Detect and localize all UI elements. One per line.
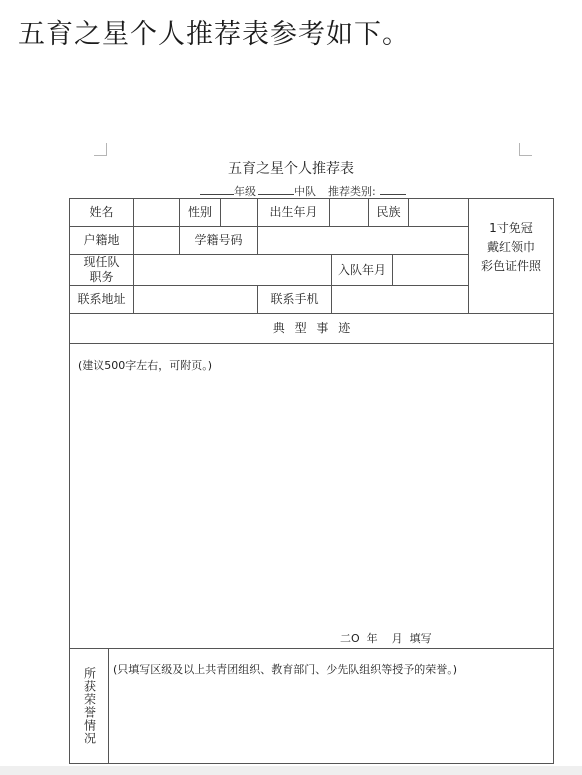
deeds-hint: (建议500字左右，可附页。) <box>78 359 213 372</box>
category-label: 推荐类别: <box>328 185 376 198</box>
photo-note-line1: 1寸免冠 <box>489 221 533 235</box>
photo-note-line2: 戴红领巾 <box>486 240 535 255</box>
grade-suffix: 年级 <box>234 185 256 198</box>
grade-blank[interactable] <box>200 184 234 195</box>
household-label: 户籍地 <box>83 233 120 247</box>
photo-note-line3: 彩色证件照 <box>480 259 541 274</box>
household-field[interactable] <box>134 227 179 254</box>
current-role-label <box>70 255 133 285</box>
name-field[interactable] <box>134 199 179 226</box>
current-role-label-line2: 职务 <box>89 270 114 284</box>
table-border-right <box>553 198 554 764</box>
fill-date-line: 二O 年 月 填写 <box>340 632 432 645</box>
table-border-bottom <box>69 763 554 764</box>
student-id-field[interactable] <box>258 227 468 254</box>
address-label: 联系地址 <box>77 292 126 306</box>
bottom-strip <box>0 766 582 775</box>
student-id-label: 学籍号码 <box>194 233 243 247</box>
name-label: 姓名 <box>89 205 114 219</box>
birth-label: 出生年月 <box>269 205 318 219</box>
honors-field[interactable] <box>109 649 553 763</box>
join-date-label: 入队年月 <box>337 262 386 277</box>
page-corner-mark-top-left <box>94 143 107 156</box>
page-corner-mark-top-right <box>519 143 532 156</box>
photo-placeholder[interactable] <box>469 199 553 313</box>
current-role-label-line1: 现任队 <box>83 255 120 269</box>
honors-label: 所获荣誉情况 <box>82 667 97 745</box>
ethnicity-field[interactable] <box>409 199 468 226</box>
class-suffix: 中队 <box>294 185 316 198</box>
post-title: 五育之星个人推荐表参考如下。 <box>18 19 410 50</box>
deeds-field[interactable] <box>70 344 553 648</box>
category-blank[interactable] <box>380 184 406 195</box>
document-title: 五育之星个人推荐表 <box>228 161 354 177</box>
birth-field[interactable] <box>330 199 368 226</box>
phone-field[interactable] <box>332 286 468 313</box>
current-role-field[interactable] <box>134 255 331 285</box>
form-subheader <box>200 183 406 199</box>
address-field[interactable] <box>134 286 257 313</box>
ethnicity-label: 民族 <box>376 205 401 219</box>
honors-hint: (只填写区级及以上共青团组织、教育部门、少先队组织等授予的荣誉。) <box>113 663 458 676</box>
class-blank[interactable] <box>258 184 294 195</box>
gender-field[interactable] <box>221 199 257 226</box>
phone-label: 联系手机 <box>270 292 319 306</box>
join-date-field[interactable] <box>393 255 468 285</box>
gender-label: 性别 <box>187 205 212 219</box>
deeds-header: 典 型 事 迹 <box>272 321 351 335</box>
